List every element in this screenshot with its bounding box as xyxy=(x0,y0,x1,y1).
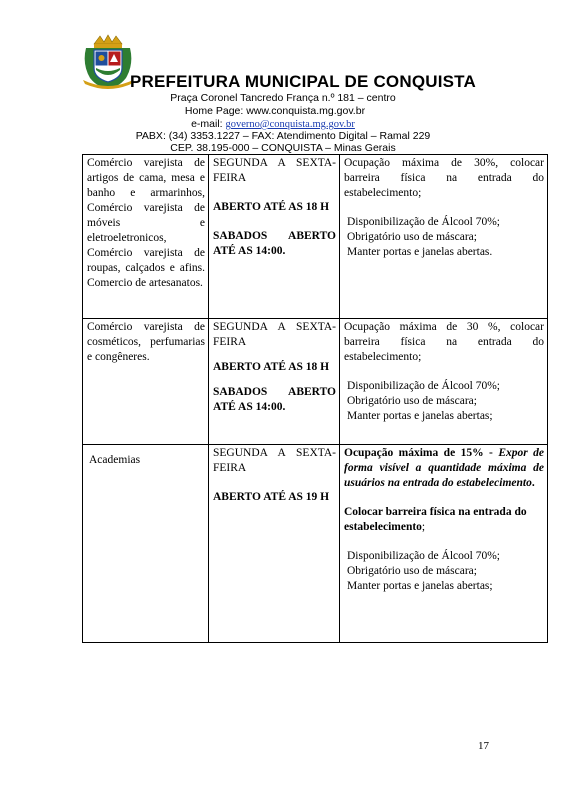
list-item: Disponibilização de Álcool 70%; xyxy=(347,216,500,228)
email-label: e-mail: xyxy=(191,118,226,130)
rule2-end: ; xyxy=(421,521,426,533)
days-text: SEGUNDA A SEXTA-FEIRA xyxy=(213,447,336,474)
table-row xyxy=(83,319,548,445)
hours-text: ABERTO ATÉ AS 18 H xyxy=(213,361,330,373)
list-item: Manter portas e janelas abertas; xyxy=(347,580,493,592)
phone-line: PABX: (34) 3353.1227 – FAX: Atendimento Digital – Ramal 229 xyxy=(135,130,431,142)
page-number: 17 xyxy=(478,740,489,752)
hours-cell xyxy=(209,155,340,319)
saturday-text: SABADOS ABERTO ATÉ AS 14:00. xyxy=(213,386,336,413)
table-row xyxy=(83,155,548,319)
rule-bold: Ocupação máxima de 15% - xyxy=(344,447,499,459)
list-item: Obrigatório uso de máscara; xyxy=(347,231,477,243)
list-item: Obrigatório uso de máscara; xyxy=(347,565,477,577)
list-item: Manter portas e janelas abertas; xyxy=(347,410,493,422)
activity-text: Academias xyxy=(89,454,141,466)
rules-cell xyxy=(340,319,548,445)
activity-cell: Comércio varejista de cosméticos, perfumarias e congêneres. xyxy=(83,319,209,445)
rules-cell xyxy=(340,445,548,643)
list-item: Manter portas e janelas abertas. xyxy=(347,246,493,258)
saturday-text: SABADOS ABERTO ATÉ AS 14:00. xyxy=(213,230,336,257)
activity-cell xyxy=(83,445,209,643)
email-link[interactable]: governo@conquista.mg.gov.br xyxy=(225,119,355,130)
regulations-table xyxy=(82,154,548,643)
rule-italic: Expor de forma visível a quantidade máxima de usuários na entrada do estabelecimento xyxy=(344,447,544,489)
email-line xyxy=(0,118,556,130)
list-item: Disponibilização de Álcool 70%; xyxy=(347,380,500,392)
list-item: Disponibilização de Álcool 70%; xyxy=(347,550,500,562)
hours-cell xyxy=(209,319,340,445)
hours-text: ABERTO ATÉ AS 19 H xyxy=(213,491,330,503)
hours-cell xyxy=(209,445,340,643)
rule-text: Ocupação máxima de 30%, colocar barreira física na entrada do estabelecimento; xyxy=(344,157,544,199)
list-item: Obrigatório uso de máscara; xyxy=(347,395,477,407)
rule-end: . xyxy=(531,477,535,489)
cep-line: CEP. 38.195-000 – CONQUISTA – Minas Gerais xyxy=(170,142,396,154)
page-title: PREFEITURA MUNICIPAL DE CONQUISTA xyxy=(130,72,476,91)
activity-cell: Comércio varejista de artigos de cama, mesa e banho e armarinhos, Comércio varejista de móveis e eletroeletronicos, Comércio varejista de roupas, calçados e afins. Comercio de artesanatos. xyxy=(83,155,209,319)
rules-cell xyxy=(340,155,548,319)
days-text: SEGUNDA A SEXTA-FEIRA xyxy=(213,321,336,348)
address-line: Praça Coronel Tancredo França n.º 181 – centro xyxy=(170,92,396,104)
table-row xyxy=(83,445,548,643)
rule-text: Ocupação máxima de 30 %, colocar barreira física na entrada do estabelecimento; xyxy=(344,321,544,363)
homepage-line: Home Page: www.conquista.mg.gov.br xyxy=(184,105,366,117)
hours-text: ABERTO ATÉ AS 18 H xyxy=(213,201,330,213)
days-text: SEGUNDA A SEXTA-FEIRA xyxy=(213,157,336,184)
rule-text xyxy=(344,446,544,491)
rule2-bold: Colocar barreira física na entrada do estabelecimento xyxy=(344,506,527,533)
rule2-text xyxy=(344,505,544,535)
